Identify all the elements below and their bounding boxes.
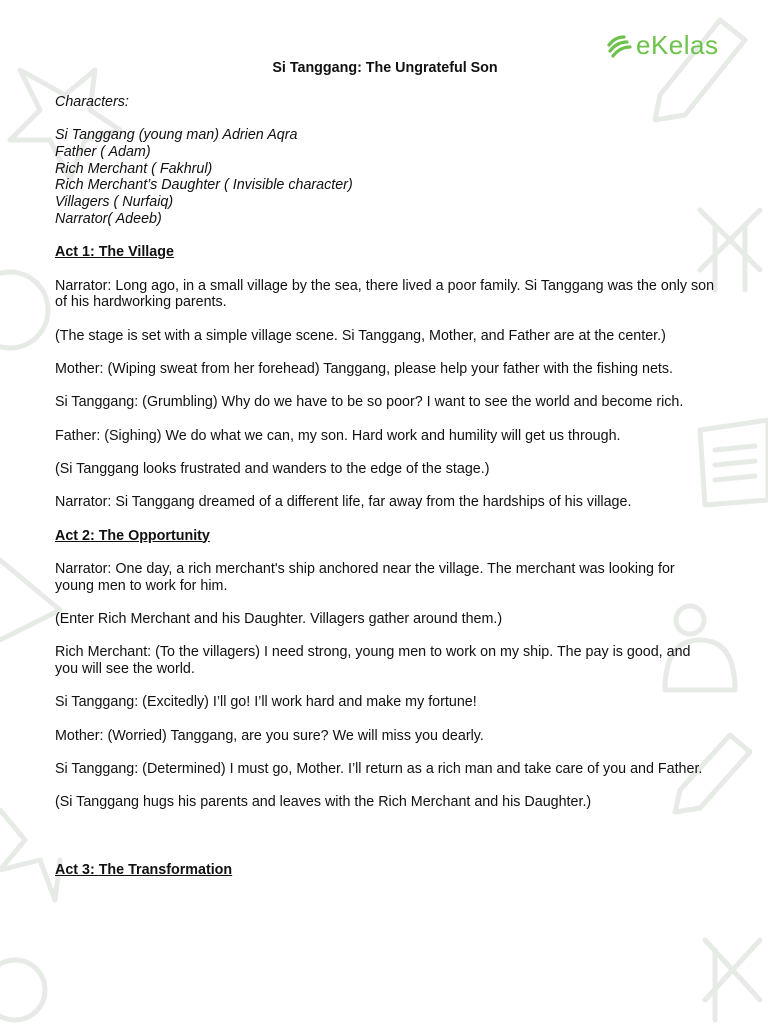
script-line: Narrator: One day, a rich merchant's ship anchored near the village. The merchant was looking for young men to work for him. bbox=[55, 560, 675, 594]
character-line: Si Tanggang (young man) Adrien Aqra bbox=[55, 127, 298, 144]
script-line: Narrator: Si Tanggang dreamed of a different life, far away from the hardships of his village. bbox=[55, 494, 632, 511]
script-line: Mother: (Worried) Tanggang, are you sure? We will miss you dearly. bbox=[55, 727, 484, 744]
circle-doodle-left bbox=[0, 272, 48, 348]
stage-direction: (Si Tanggang hugs his parents and leaves with the Rich Merchant and his Daughter.) bbox=[55, 794, 592, 811]
script-line: Si Tanggang: (Determined) I must go, Mother. I’ll return as a rich man and take care of you and Father. bbox=[55, 760, 703, 777]
act-2-heading: Act 2: The Opportunity bbox=[55, 527, 210, 544]
script-line: Rich Merchant: (To the villagers) I need strong, young men to work on my ship. The pay is good, and you will see the world. bbox=[55, 644, 691, 678]
logo-text: eKelas bbox=[636, 30, 719, 60]
character-line: Narrator( Adeeb) bbox=[55, 211, 162, 228]
characters-heading: Characters: bbox=[55, 93, 129, 110]
ekelas-logo bbox=[606, 30, 719, 61]
act-1-heading: Act 1: The Village bbox=[55, 244, 174, 261]
script-line: Mother: (Wiping sweat from her forehead) Tanggang, please help your father with the fishing nets. bbox=[55, 361, 674, 378]
script-line: Father: (Sighing) We do what we can, my son. Hard work and humility will get us through. bbox=[55, 427, 621, 444]
script-line: Si Tanggang: (Excitedly) I’ll go! I’ll work hard and make my fortune! bbox=[55, 694, 477, 711]
document-title: Si Tanggang: The Ungrateful Son bbox=[272, 60, 498, 76]
character-line: Rich Merchant’s Daughter ( Invisible character) bbox=[55, 177, 353, 194]
triangle-doodle-left bbox=[0, 560, 60, 640]
character-line: Villagers ( Nurfaiq) bbox=[55, 194, 174, 211]
circle-doodle-bottom-left bbox=[0, 960, 45, 1020]
star-doodle-lower-left bbox=[0, 810, 60, 900]
script-line: Si Tanggang: (Grumbling) Why do we have to be so poor? I want to see the world and become rich. bbox=[55, 394, 684, 411]
script-line: Narrator: Long ago, in a small village by the sea, there lived a poor family. Si Tanggang was the only son of his hardworking parents. bbox=[55, 277, 715, 311]
character-line: Father ( Adam) bbox=[55, 143, 151, 160]
characters-list bbox=[55, 127, 715, 228]
tictactoe-doodle-bottom-right bbox=[705, 940, 760, 1020]
ekelas-leaf-icon bbox=[606, 33, 632, 59]
stage-direction: (Enter Rich Merchant and his Daughter. Villagers gather around them.) bbox=[55, 610, 503, 627]
spacer bbox=[55, 828, 715, 862]
script-document bbox=[55, 60, 715, 895]
act-3-heading: Act 3: The Transformation bbox=[55, 861, 233, 878]
stage-direction: (Si Tanggang looks frustrated and wanders to the edge of the stage.) bbox=[55, 460, 490, 477]
stage-direction: (The stage is set with a simple village scene. Si Tanggang, Mother, and Father are at the center.) bbox=[55, 327, 666, 344]
character-line: Rich Merchant ( Fakhrul) bbox=[55, 160, 213, 177]
